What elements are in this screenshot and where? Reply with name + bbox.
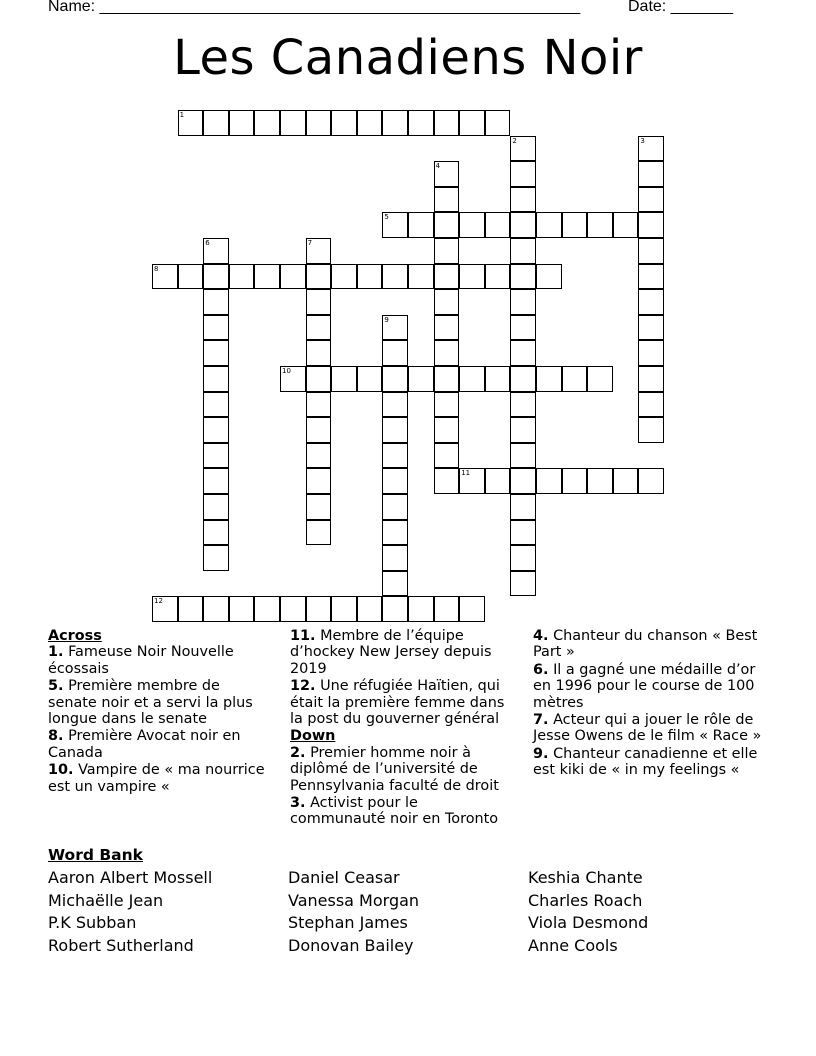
grid-cell[interactable] — [280, 596, 306, 622]
grid-cell[interactable] — [562, 212, 588, 238]
word-bank-title: Word Bank — [48, 846, 143, 864]
grid-cell[interactable] — [638, 238, 664, 264]
grid-cell[interactable] — [382, 494, 408, 520]
word-bank-item: Viola Desmond — [528, 913, 649, 933]
grid-cell[interactable] — [510, 417, 536, 443]
grid-cell[interactable] — [382, 443, 408, 469]
grid-cell[interactable] — [638, 187, 664, 213]
word-bank-item: Keshia Chante — [528, 868, 643, 887]
clue-number: 3 — [640, 136, 645, 145]
grid-cell[interactable] — [510, 571, 536, 597]
grid-cell[interactable] — [280, 110, 306, 136]
grid-cell[interactable] — [562, 366, 588, 392]
clue-down-3: 3. Activist pour le communauté noir en Toronto — [290, 795, 499, 828]
grid-cell[interactable] — [408, 596, 434, 622]
grid-cell[interactable] — [613, 468, 639, 494]
grid-cell[interactable] — [434, 596, 460, 622]
grid-cell[interactable] — [638, 366, 664, 392]
grid-cell[interactable] — [357, 264, 383, 290]
grid-cell[interactable] — [434, 468, 460, 494]
grid-cell[interactable] — [382, 264, 408, 290]
grid-cell[interactable] — [203, 468, 229, 494]
across-heading: Across — [48, 628, 102, 644]
clue-across-12: 12. Une réfugiée Haïtien, qui était la première femme dans la post du gouverner général — [290, 678, 505, 728]
grid-cell[interactable] — [510, 289, 536, 315]
grid-cell[interactable] — [203, 110, 229, 136]
grid-cell[interactable] — [459, 110, 485, 136]
grid-cell[interactable] — [306, 443, 332, 469]
grid-cell[interactable] — [306, 366, 332, 392]
grid-cell[interactable] — [203, 443, 229, 469]
grid-cell[interactable] — [203, 596, 229, 622]
grid-cell[interactable] — [434, 238, 460, 264]
clue-number: 12 — [154, 597, 163, 606]
grid-cell[interactable] — [331, 264, 357, 290]
grid-cell[interactable] — [613, 212, 639, 238]
grid-cell[interactable] — [510, 264, 536, 290]
word-bank-item: Robert Sutherland — [48, 936, 194, 956]
grid-cell[interactable] — [382, 596, 408, 622]
clue-number: 10 — [282, 367, 291, 375]
grid-cell[interactable] — [536, 366, 562, 392]
grid-cell[interactable] — [254, 110, 280, 136]
name-field[interactable]: Name: ______________________________________________________ — [48, 0, 581, 15]
word-bank-item: P.K Subban — [48, 913, 137, 933]
clue-number: 11 — [461, 469, 471, 478]
grid-cell[interactable] — [280, 366, 306, 392]
grid-cell[interactable] — [510, 340, 536, 366]
grid-cell[interactable] — [434, 264, 460, 290]
grid-cell[interactable] — [203, 494, 229, 520]
clue-across-5: 5. Première membre de senate noir et a servi la plus longue dans le senate — [48, 678, 253, 728]
clue-down-2: 2. Premier homme noir à diplômé de l’université de Pennsylvania faculté de droit — [290, 744, 499, 794]
grid-cell[interactable] — [254, 264, 280, 290]
clue-number: 7 — [307, 239, 313, 247]
grid-cell[interactable] — [306, 264, 332, 290]
grid-cell[interactable] — [562, 468, 588, 494]
grid-cell[interactable] — [587, 212, 613, 238]
grid-cell[interactable] — [459, 212, 485, 238]
clue-down-4: 4. Chanteur du chanson « Best Part » — [533, 628, 758, 661]
grid-cell[interactable] — [638, 212, 664, 238]
grid-cell[interactable] — [536, 468, 562, 494]
clue-number: 2 — [512, 136, 517, 145]
grid-cell[interactable] — [510, 212, 536, 238]
grid-cell[interactable] — [638, 392, 664, 418]
grid-cell[interactable] — [434, 366, 460, 392]
grid-cell[interactable] — [382, 212, 408, 238]
grid-cell[interactable] — [152, 264, 178, 290]
grid-cell[interactable] — [459, 264, 485, 290]
clues-column-3 — [533, 628, 765, 780]
word-bank-item: Aaron Albert Mossell — [48, 868, 213, 887]
word-bank-item: Charles Roach — [528, 890, 643, 910]
grid-cell[interactable] — [382, 417, 408, 443]
grid-cell[interactable] — [382, 340, 408, 366]
grid-cell[interactable] — [382, 315, 408, 341]
grid-cell[interactable] — [638, 136, 664, 162]
grid-cell[interactable] — [178, 264, 204, 290]
grid-cell[interactable] — [434, 340, 460, 366]
grid-cell[interactable] — [408, 264, 434, 290]
grid-cell[interactable] — [638, 264, 664, 290]
grid-cell[interactable] — [638, 161, 664, 187]
grid-cell[interactable] — [638, 315, 664, 341]
grid-cell[interactable] — [357, 596, 383, 622]
grid-cell[interactable] — [408, 366, 434, 392]
grid-cell[interactable] — [382, 468, 408, 494]
word-bank-item: Daniel Ceasar — [288, 868, 400, 887]
grid-cell[interactable] — [638, 289, 664, 315]
grid-cell[interactable] — [434, 315, 460, 341]
puzzle-title: Les Canadiens Noir — [173, 30, 643, 86]
clue-number: 1 — [179, 111, 185, 119]
word-bank-item: Michaëlle Jean — [48, 890, 164, 910]
grid-cell[interactable] — [510, 468, 536, 494]
grid-cell[interactable] — [306, 417, 332, 443]
grid-cell[interactable] — [178, 596, 204, 622]
clue-number: 5 — [384, 213, 389, 222]
clue-down-9: 9. Chanteur canadienne et elle est kiki de « in my feelings « — [533, 745, 758, 779]
grid-cell[interactable] — [485, 110, 511, 136]
grid-cell[interactable] — [408, 110, 434, 136]
clue-number: 9 — [384, 315, 389, 324]
grid-cell[interactable] — [331, 110, 357, 136]
grid-cell[interactable] — [331, 596, 357, 622]
grid-cell[interactable] — [306, 110, 332, 136]
grid-cell[interactable] — [203, 417, 229, 443]
grid-cell[interactable] — [229, 596, 255, 622]
grid-cell[interactable] — [306, 340, 332, 366]
clue-number: 8 — [154, 264, 159, 273]
word-bank-item: Donovan Bailey — [288, 936, 414, 956]
grid-cell[interactable] — [536, 264, 562, 290]
grid-cell[interactable] — [203, 520, 229, 546]
grid-cell[interactable] — [382, 520, 408, 546]
grid-cell[interactable] — [510, 392, 536, 418]
grid-cell[interactable] — [638, 468, 664, 494]
grid-cell[interactable] — [638, 417, 664, 443]
grid-cell[interactable] — [306, 392, 332, 418]
grid-cell[interactable] — [382, 392, 408, 418]
grid-cell[interactable] — [459, 366, 485, 392]
grid-cell[interactable] — [306, 520, 332, 546]
grid-cell[interactable] — [382, 366, 408, 392]
clue-down-7: 7. Acteur qui a jouer le rôle de Jesse Owens de le film « Race » — [533, 712, 762, 745]
grid-cell[interactable] — [306, 289, 332, 315]
grid-cell[interactable] — [587, 366, 613, 392]
grid-cell[interactable] — [587, 468, 613, 494]
grid-cell[interactable] — [510, 238, 536, 264]
word-bank-column-2 — [288, 867, 419, 958]
grid-cell[interactable] — [306, 494, 332, 520]
grid-cell[interactable] — [203, 366, 229, 392]
grid-cell[interactable] — [510, 545, 536, 571]
grid-cell[interactable] — [357, 366, 383, 392]
grid-cell[interactable] — [510, 315, 536, 341]
date-field[interactable]: Date: _______ — [628, 0, 733, 15]
grid-cell[interactable] — [306, 315, 332, 341]
grid-cell[interactable] — [229, 264, 255, 290]
word-bank-item: Stephan James — [288, 913, 408, 933]
grid-cell[interactable] — [382, 571, 408, 597]
grid-cell[interactable] — [485, 212, 511, 238]
clues-column-1 — [48, 628, 273, 796]
grid-cell[interactable] — [382, 110, 408, 136]
grid-cell[interactable] — [459, 468, 485, 494]
grid-cell[interactable] — [382, 545, 408, 571]
grid-cell[interactable] — [203, 264, 229, 290]
grid-cell[interactable] — [203, 340, 229, 366]
grid-cell[interactable] — [510, 366, 536, 392]
clue-across-10: 10. Vampire de « ma nourrice est un vampire « — [48, 762, 265, 795]
grid-cell[interactable] — [434, 443, 460, 469]
grid-cell[interactable] — [485, 366, 511, 392]
grid-cell[interactable] — [536, 212, 562, 238]
grid-cell[interactable] — [229, 110, 255, 136]
grid-cell[interactable] — [203, 238, 229, 264]
grid-cell[interactable] — [280, 264, 306, 290]
clue-number: 6 — [205, 239, 210, 247]
grid-cell[interactable] — [178, 110, 204, 136]
grid-cell[interactable] — [306, 468, 332, 494]
clue-down-6: 6. Il a gagné une médaille d’or en 1996 pour le course de 100 mètres — [533, 661, 756, 711]
grid-cell[interactable] — [306, 238, 332, 264]
clues-column-2 — [290, 628, 512, 829]
grid-cell[interactable] — [510, 187, 536, 213]
grid-cell[interactable] — [510, 520, 536, 546]
grid-cell[interactable] — [203, 392, 229, 418]
grid-cell[interactable] — [510, 161, 536, 187]
clue-across-11: 11. Membre de l’équipe d’hockey New Jersey depuis 2019 — [290, 628, 492, 677]
grid-cell[interactable] — [434, 110, 460, 136]
grid-cell[interactable] — [331, 366, 357, 392]
grid-cell[interactable] — [203, 545, 229, 571]
grid-cell[interactable] — [434, 289, 460, 315]
grid-cell[interactable] — [434, 187, 460, 213]
clue-number: 4 — [435, 162, 441, 171]
grid-cell[interactable] — [434, 212, 460, 238]
grid-cell[interactable] — [306, 596, 332, 622]
grid-cell[interactable] — [203, 315, 229, 341]
grid-cell[interactable] — [485, 264, 511, 290]
grid-cell[interactable] — [510, 494, 536, 520]
grid-cell[interactable] — [434, 417, 460, 443]
grid-cell[interactable] — [459, 596, 485, 622]
down-heading: Down — [290, 728, 336, 745]
clue-across-8: 8. Première Avocat noir en Canada — [48, 728, 241, 761]
word-bank-item: Vanessa Morgan — [288, 890, 420, 910]
word-bank-column-1 — [48, 867, 212, 958]
grid-cell[interactable] — [510, 443, 536, 469]
grid-cell[interactable] — [152, 596, 178, 622]
grid-cell[interactable] — [254, 596, 280, 622]
word-bank-column-3 — [528, 867, 648, 958]
word-bank-item: Anne Cools — [528, 936, 618, 956]
grid-cell[interactable] — [434, 392, 460, 418]
grid-cell[interactable] — [510, 136, 536, 162]
grid-cell[interactable] — [434, 161, 460, 187]
grid-cell[interactable] — [357, 110, 383, 136]
grid-cell[interactable] — [203, 289, 229, 315]
grid-cell[interactable] — [485, 468, 511, 494]
clue-across-1: 1. Fameuse Noir Nouvelle écossais — [48, 644, 234, 677]
grid-cell[interactable] — [408, 212, 434, 238]
grid-cell[interactable] — [638, 340, 664, 366]
